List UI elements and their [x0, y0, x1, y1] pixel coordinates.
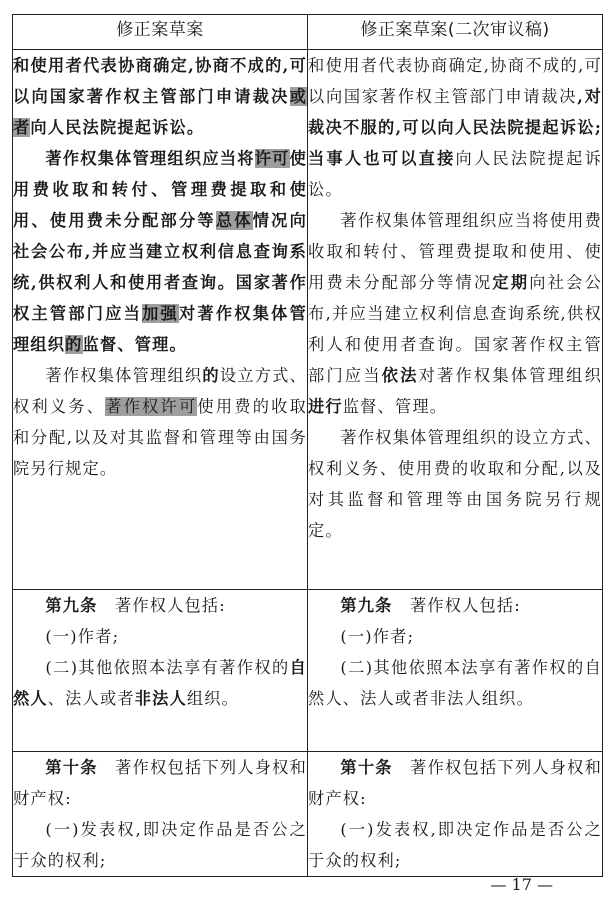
- paragraph: [308, 814, 602, 876]
- text-segment: 著作权集体管理组织应当将使用费收取和转付、管理费提取和使用、使用费未分配部分等情况: [308, 211, 602, 292]
- cell-second-reading: [308, 50, 603, 590]
- paragraph: [308, 752, 602, 814]
- bold-text: 向人民法院提起诉讼。: [30, 118, 205, 137]
- bold-text: 和使用者代表协商确定,协商不成的,可以向国家著作权主管部门申请裁决: [13, 56, 307, 106]
- paragraph: [13, 50, 307, 143]
- text-segment: 和使用者代表协商确定,协商不成的,可以向国家著作权主管部门申请裁决: [308, 56, 602, 106]
- table-row: [13, 50, 603, 590]
- table-row: [13, 590, 603, 752]
- paragraph: [13, 143, 307, 360]
- bold-text: 非法人: [134, 689, 187, 708]
- paragraph: [13, 590, 307, 621]
- bold-text: 第十条: [340, 758, 393, 777]
- text-segment: 设立方式、权利义务、: [13, 366, 308, 416]
- paragraph: [13, 814, 307, 876]
- bold-text: 监督、管理。: [82, 335, 187, 354]
- paragraph: [308, 590, 602, 621]
- text-segment: 著作权包括下列人身权和财产权:: [13, 758, 307, 808]
- bold-text: 进行: [308, 397, 343, 416]
- paragraph: [308, 621, 602, 652]
- paragraph: [13, 621, 307, 652]
- highlighted-text: 总体: [215, 211, 253, 230]
- bold-text: 使用费收取和转付、管理费提取和使用、使用费未分配部分等: [13, 149, 307, 230]
- bold-text: 著作权集体管理组织应当将: [45, 149, 255, 168]
- text-segment: 著作权集体管理组织: [45, 366, 203, 385]
- text-segment: 向人民法院提起诉讼。: [308, 149, 602, 199]
- text-segment: (一)发表权,即决定作品是否公之于众的权利;: [308, 820, 602, 870]
- text-segment: 使用费的收取和分配,以及对其监督和管理等由国务院另行规定。: [13, 397, 307, 478]
- text-segment: 著作权人包括:: [97, 596, 226, 615]
- paragraph: [13, 360, 307, 484]
- cell-second-reading: [308, 590, 603, 752]
- paragraph: [308, 50, 602, 205]
- bold-text: 依法: [381, 366, 419, 385]
- highlighted-text: 的: [65, 335, 83, 354]
- text-segment: 著作权人包括:: [392, 596, 521, 615]
- comparison-table: [12, 14, 603, 877]
- text-segment: (一)发表权,即决定作品是否公之于众的权利;: [13, 820, 307, 870]
- page-number: — 17 —: [490, 875, 553, 894]
- highlighted-text: 或者: [13, 87, 307, 137]
- bold-text: 第九条: [340, 596, 393, 615]
- cell-draft: [13, 50, 308, 590]
- header-right: 修正案草案(二次审议稿): [308, 15, 603, 50]
- text-segment: 监督、管理。: [342, 397, 448, 416]
- bold-text: 第九条: [45, 596, 98, 615]
- bold-text: ,对裁决不服的,可以向人民法院提起诉讼;当事人也可以直接: [308, 87, 603, 168]
- cell-draft: [13, 752, 308, 877]
- paragraph: [308, 422, 602, 546]
- text-segment: (二)其他依照本法享有著作权的: [45, 658, 290, 677]
- text-segment: 向社会公布,并应当建立权利信息查询系统,供权利人和使用者查询。国家著作权主管部门应当: [308, 273, 603, 385]
- cell-second-reading: [308, 752, 603, 877]
- header-left: 修正案草案: [13, 15, 308, 50]
- paragraph: [13, 752, 307, 814]
- highlighted-text: 许可: [254, 149, 290, 168]
- paragraph: [13, 652, 307, 714]
- bold-text: 第十条: [45, 758, 98, 777]
- highlighted-text: 著作权许可: [105, 397, 198, 416]
- paragraph: [308, 205, 602, 422]
- paragraph: [308, 652, 602, 714]
- text-segment: 、法人或者: [47, 689, 135, 708]
- bold-text: 的: [202, 366, 220, 385]
- highlighted-text: 加强: [142, 304, 179, 323]
- text-segment: (一)作者;: [340, 627, 415, 646]
- header-row: [13, 15, 603, 50]
- text-segment: (二)其他依照本法享有著作权的自然人、法人或者非法人组织。: [308, 658, 602, 708]
- text-segment: 对著作权集体管理组织: [418, 366, 602, 385]
- text-segment: (一)作者;: [45, 627, 120, 646]
- text-segment: 著作权集体管理组织的设立方式、权利义务、使用费的收取和分配,以及对其监督和管理等由国务院另行规定。: [308, 428, 602, 540]
- table-row: [13, 752, 603, 877]
- bold-text: 情况向社会公布,并应当建立权利信息查询系统,供权利人和使用者查询。国家著作权主管部门应当: [13, 211, 308, 323]
- text-segment: 著作权包括下列人身权和财产权:: [308, 758, 602, 808]
- bold-text: 对著作权集体管理组织: [13, 304, 307, 354]
- bold-text: 自然人: [13, 658, 307, 708]
- text-segment: 组织。: [186, 689, 240, 708]
- cell-draft: [13, 590, 308, 752]
- bold-text: 定期: [492, 273, 530, 292]
